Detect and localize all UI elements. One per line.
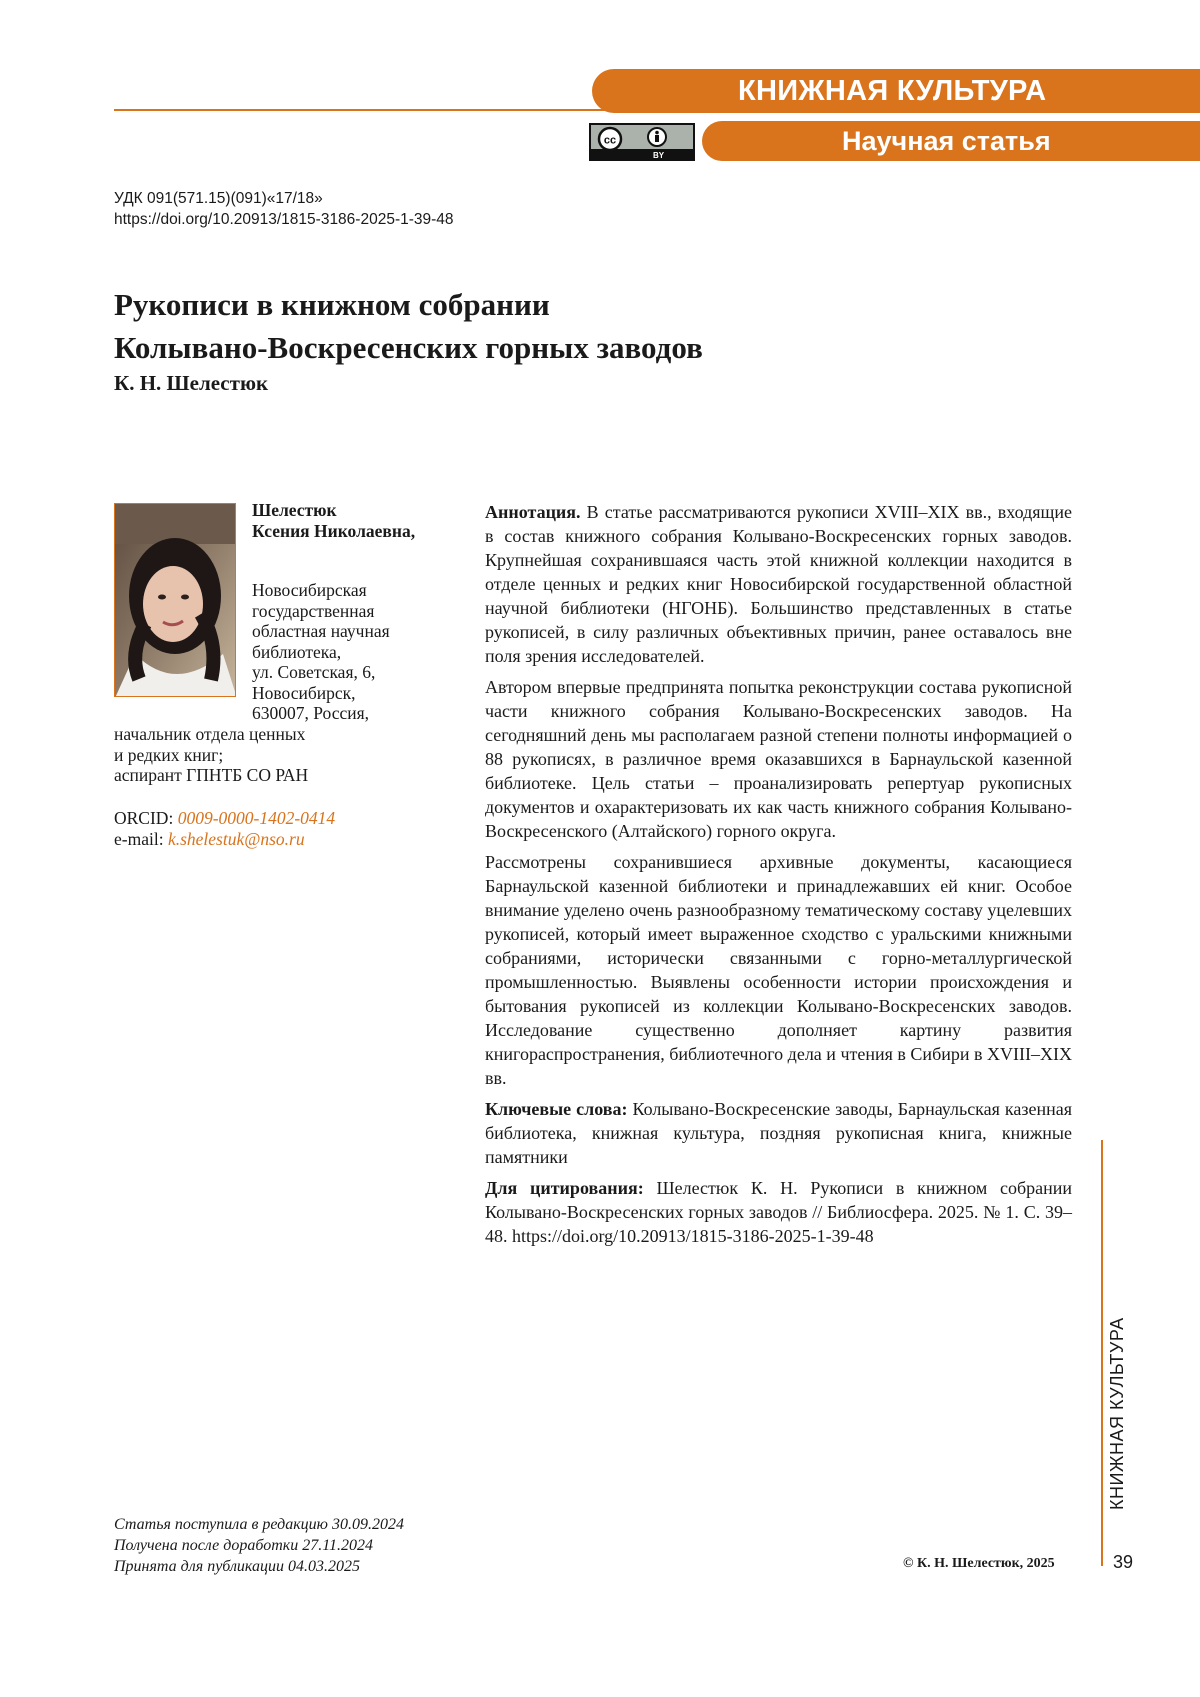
date-accepted: Принята для публикации 04.03.2025: [114, 1558, 360, 1575]
keywords-label: Ключевые слова:: [485, 1099, 628, 1119]
orcid-label: ORCID:: [114, 808, 174, 828]
udk: УДК 091(571.15)(091)«17/18»: [114, 190, 323, 207]
annotation-block: [485, 500, 1072, 1255]
section-title: КНИЖНАЯ КУЛЬТУРА: [738, 75, 1047, 107]
copyright-notice: © К. Н. Шелестюк, 2025: [903, 1556, 1055, 1571]
affiliation-line: Новосибирск,: [252, 682, 356, 703]
affiliation-line: государственная: [252, 600, 375, 621]
affiliation-line: ул. Советская, 6,: [252, 662, 376, 682]
affiliation-line: Новосибирская: [252, 580, 367, 600]
side-rule: [1101, 1140, 1103, 1566]
article-title: [114, 283, 703, 369]
meta-block: [114, 188, 454, 230]
email-link[interactable]: k.shelestuk@nso.ru: [167, 828, 305, 849]
email-row: [114, 829, 335, 850]
position-line: аспирант ГПНТБ СО РАН: [114, 765, 309, 785]
keywords-text: Колывано-Воскресенские заводы, Барнаульская казенная библиотека, книжная культура, поздняя рукописная книга, книжные памятники: [485, 1099, 1073, 1167]
citation-text: Шелестюк К. Н. Рукописи в книжном собрании Колывано-Воскресенских горных заводов // Библиосфера. 2025. № 1. С. 39–48. https://doi.org/10.20913/1815-3186-2025-1-39-48: [485, 1178, 1073, 1246]
affiliation-line: областная научная: [252, 621, 390, 641]
affiliation-line: 630007, Россия,: [252, 703, 370, 723]
portrait-image: [115, 504, 236, 697]
annotation-text-1: В статье рассматриваются рукописи XVIII–XIX вв., входящие в состав книжного собрания Колывано-Воскресенских горных заводов. Крупнейшая сохранившаяся часть этой книжной коллекции находится в отделе ценных и редких книг Новосибирской государственной областной научной библиотеки (НГОНБ). Большинство представленных в статье рукописей, в силу различных объективных причин, ранее оставалось вне поля зрения исследователей.: [485, 502, 1072, 666]
title-line-2: Колывано-Воскресенских горных заводов: [114, 330, 703, 365]
section-header-band: [592, 69, 1200, 113]
annotation-paragraph-2: Автором впервые предпринята попытка реконструкции состава рукописной части книжного собрания Колывано-Воскресенских заводов. На сегодняшний день мы располагаем разной степени полноты информацией о 88 рукописях, в различное время оказавшихся в Барнаульской казенной библиотеке. Цель статьи – проанализировать репертуар рукописных документов и охарактеризовать их как часть книжного собрания Колывано-Воскресенского (Алтайского) горного округа.: [485, 677, 1072, 841]
email-label: e-mail:: [114, 828, 164, 849]
author-fullname: [252, 500, 415, 541]
citation: [485, 1176, 1072, 1248]
position-line: и редких книг;: [114, 744, 224, 765]
annotation-paragraph-1: [485, 500, 1072, 668]
author-name: К. Н. Шелестюк: [114, 371, 269, 395]
date-received: Статья поступила в редакцию 30.09.2024: [114, 1516, 404, 1533]
position-line: начальник отдела ценных: [114, 724, 306, 744]
doi-link[interactable]: https://doi.org/10.20913/1815-3186-2025-1-39-48: [114, 211, 454, 228]
keywords: [485, 1097, 1072, 1169]
cc-icon: [591, 125, 693, 151]
orcid-row: [114, 808, 335, 829]
cc-by-license-badge[interactable]: [589, 123, 695, 161]
author-surname: Шелестюк: [252, 500, 337, 520]
page-number: 39: [1113, 1552, 1134, 1572]
author-affiliation: [252, 580, 390, 724]
by-strip: [591, 149, 693, 159]
svg-text:cc: cc: [603, 134, 617, 147]
citation-label: Для цитирования:: [485, 1178, 644, 1198]
article-type-band: [702, 121, 1200, 161]
annotation-paragraph-3: Рассмотрены сохранившиеся архивные документы, касающиеся Барнаульской казенной библиотеки и принадлежавших ей книг. Особое внимание уделено очень разнообразному тематическому составу уцелевших рукописей, который имеет выраженное сходство с уральскими книжными собраниями, исторически связанными с горно-металлургической промышленностью. Выявлены особенности истории происхождения и бытования рукописей из коллекции Колывано-Воскресенских заводов. Исследование существенно дополняет картину развития книгораспространения, библиотечного дела и чтения в Сибири в XVIII–XIX вв.: [485, 852, 1072, 1088]
author-photo: [114, 503, 236, 697]
side-section-label: КНИЖНАЯ КУЛЬТУРА: [1107, 1317, 1127, 1510]
submission-dates: [114, 1514, 404, 1577]
article-type-label: Научная статья: [842, 126, 1051, 156]
affiliation-line: библиотека,: [252, 641, 342, 662]
date-revised: Получена после доработки 27.11.2024: [114, 1537, 374, 1554]
author-given-name: Ксения Николаевна,: [252, 520, 416, 541]
author-position: [114, 724, 308, 786]
header-rule: [114, 109, 1114, 111]
annotation-label: Аннотация.: [485, 502, 581, 522]
orcid-link[interactable]: 0009-0000-1402-0414: [177, 808, 336, 828]
title-line-1: Рукописи в книжном собрании: [114, 287, 550, 322]
by-label: BY: [653, 151, 665, 160]
author-contacts: [114, 808, 335, 849]
